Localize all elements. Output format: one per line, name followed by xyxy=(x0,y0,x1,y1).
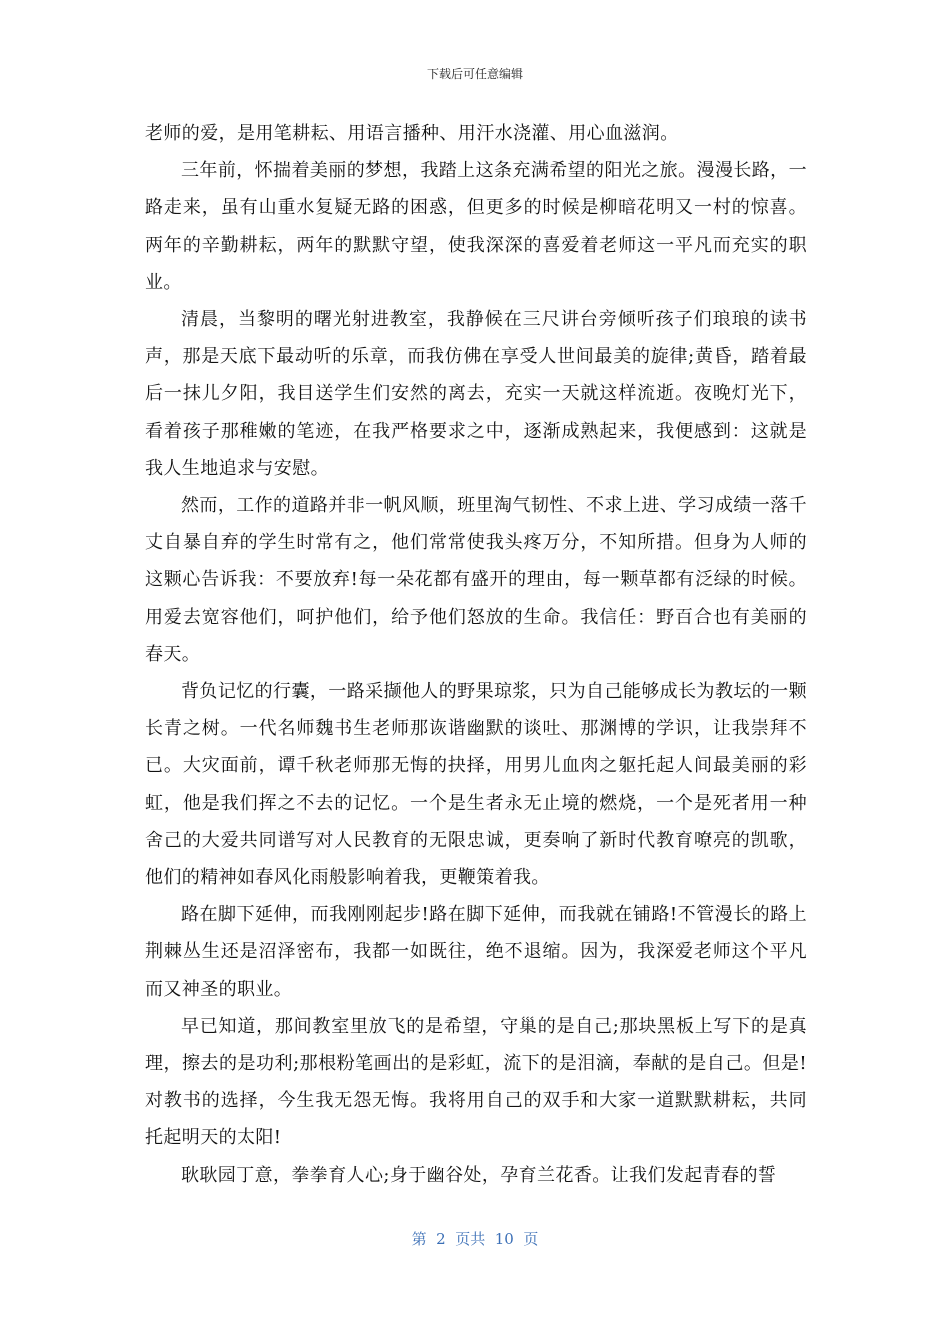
paragraph-7: 早已知道，那间教室里放飞的是希望，守巢的是自己;那块黑板上写下的是真理，擦去的是功利;那根粉笔画出的是彩虹，流下的是泪滴，奉献的是自己。但是!对教书的选择，今生我无怨无悔。我将用自己的双手和大家一道默默耕耘，共同托起明天的太阳! xyxy=(145,1015,807,1149)
page-number-footer: 第 2 页共 10 页 xyxy=(411,1230,539,1248)
paragraph-4: 然而，工作的道路并非一帆风顺，班里淘气韧性、不求上进、学习成绩一落千丈自暴自弃的学生时常有之，他们常常使我头疼万分，不知所措。但身为人师的这颗心告诉我：不要放弃!每一朵花都有盛开的理由，每一颗草都有泛绿的时候。用爱去宽容他们，呵护他们，给予他们怒放的生命。我信任：野百合也有美丽的春天。 xyxy=(145,495,807,665)
page-header-note: 下载后可任意编辑 xyxy=(426,67,523,81)
paragraph-1: 老师的爱，是用笔耕耘、用语言播种、用汗水浇灌、用心血滋润。 xyxy=(145,123,679,144)
paragraph-2: 三年前，怀揣着美丽的梦想，我踏上这条充满希望的阳光之旅。漫漫长路，一路走来，虽有山重水复疑无路的困惑，但更多的时候是柳暗花明又一村的惊喜。两年的辛勤耕耘，两年的默默守望，使我深深的喜爱着老师这一平凡而充实的职业。 xyxy=(145,160,807,293)
paragraph-3: 清晨，当黎明的曙光射进教室，我静候在三尺讲台旁倾听孩子们琅琅的读书声，那是天底下最动听的乐章，而我仿佛在享受人世间最美的旋律;黄昏，踏着最后一抹儿夕阳，我目送学生们安然的离去，充实一天就这样流逝。夜晚灯光下，看着孩子那稚嫩的笔迹，在我严格要求之中，逐渐成熟起来，我便感到：这就是我人生地追求与安慰。 xyxy=(145,309,807,479)
document-body xyxy=(145,115,807,1194)
paragraph-8: 耿耿园丁意，拳拳育人心;身于幽谷处，孕育兰花香。让我们发起青春的誓 xyxy=(181,1164,777,1186)
paragraph-5: 背负记忆的行囊，一路采撷他人的野果琼浆，只为自己能够成长为教坛的一颗长青之树。一代名师魏书生老师那诙谐幽默的谈吐、那渊博的学识，让我崇拜不已。大灾面前，谭千秋老师那无悔的抉择，用男儿血肉之躯托起人间最美丽的彩虹，他是我们挥之不去的记忆。一个是生者永无止境的燃烧，一个是死者用一种舍己的大爱共同谱写对人民教育的无限忠诚，更奏响了新时代教育嘹亮的凯歌，他们的精神如春风化雨般影响着我，更鞭策着我。 xyxy=(145,681,807,889)
paragraph-6: 路在脚下延伸，而我刚刚起步!路在脚下延伸，而我就在铺路!不管漫长的路上荆棘丛生还是沼泽密布，我都一如既往，绝不退缩。因为，我深爱老师这个平凡而又神圣的职业。 xyxy=(145,904,807,1000)
